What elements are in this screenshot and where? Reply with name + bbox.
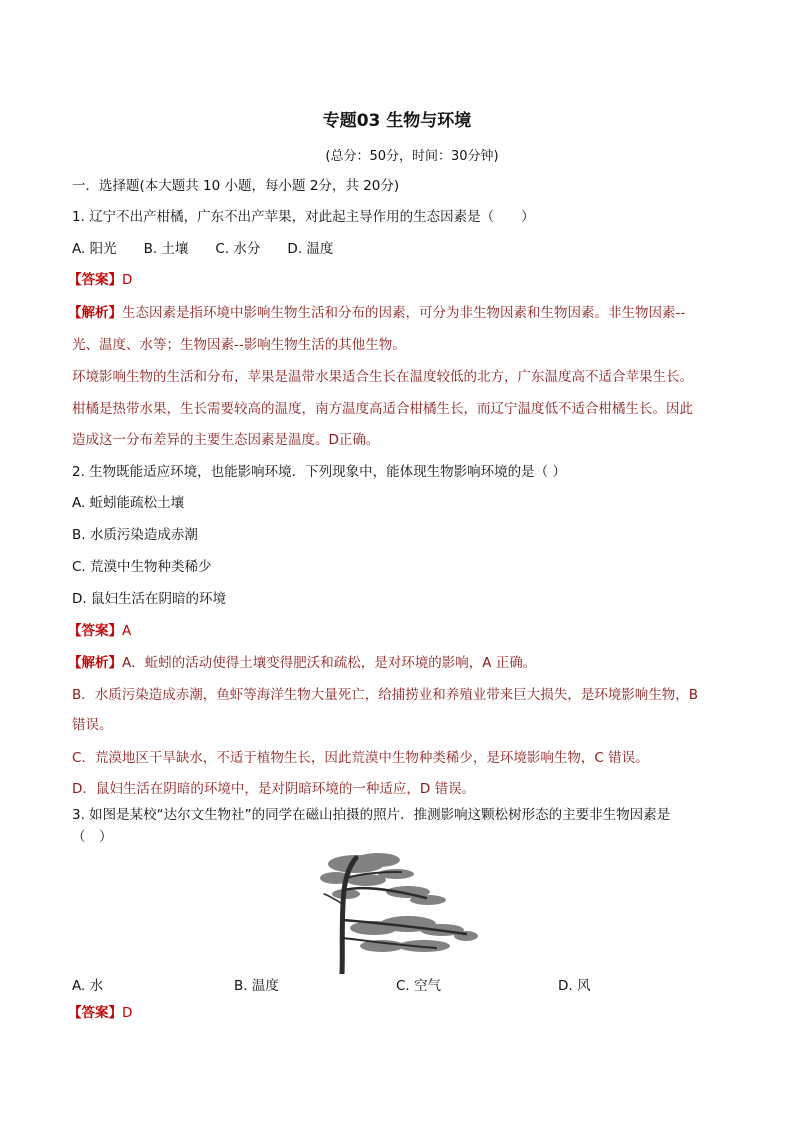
question-1-analysis-line: 【解析】生态因素是指环境中影响生物生活和分布的因素，可分为非生物因素和生物因素。非生物因素-- [68, 305, 686, 321]
question-3-option-d: D. 风 [558, 978, 591, 994]
answer-value: A [122, 623, 132, 639]
question-1-answer [68, 271, 132, 289]
question-3-option-c: C. 空气 [396, 978, 442, 994]
question-2-answer [68, 622, 131, 640]
answer-tag: 【答案】 [68, 623, 122, 639]
analysis-tag: 【解析】 [68, 655, 122, 671]
page-subtitle: (总分：50分，时间：30分钟) [325, 149, 499, 164]
question-2-analysis-line: D．鼠妇生活在阴暗的环境中，是对阴暗环境的一种适应，D 错误。 [72, 781, 476, 797]
question-1-analysis-line: 柑橘是热带水果，生长需要较高的温度，南方温度高适合柑橘生长，而辽宁温度低不适合柑橘生长。因此 [72, 401, 693, 417]
section-heading: 一．选择题(本大题共 10 小题，每小题 2分，共 20分) [72, 178, 400, 194]
question-3-stem: 3. 如图是某校“达尔文生物社”的同学在磁山拍摄的照片．推测影响这颗松树形态的主要非生物因素是 [72, 807, 671, 823]
question-2-option-b: B. 水质污染造成赤潮 [72, 527, 198, 543]
question-3-option-b: B. 温度 [234, 978, 279, 994]
analysis-tag: 【解析】 [68, 305, 122, 321]
answer-tag: 【答案】 [68, 1005, 122, 1021]
question-1-analysis-line: 光、温度、水等；生物因素--影响生物生活的其他生物。 [72, 337, 406, 353]
question-2-analysis-line: B．水质污染造成赤潮，鱼虾等海洋生物大量死亡，给捕捞业和养殖业带来巨大损失，是环境影响生物，B [72, 687, 699, 703]
question-2-option-c: C. 荒漠中生物种类稀少 [72, 559, 212, 575]
question-2-option-d: D. 鼠妇生活在阴暗的环境 [72, 591, 226, 607]
question-1-analysis-line: 环境影响生物的生活和分布，苹果是温带水果适合生长在温度较低的北方，广东温度高不适合苹果生长。 [72, 369, 693, 385]
question-3-option-a: A. 水 [72, 978, 104, 994]
answer-tag: 【答案】 [68, 272, 122, 288]
question-1-options: A. 阳光 B. 土壤 C. 水分 D. 温度 [72, 241, 334, 257]
answer-value: D [122, 272, 133, 288]
question-2-analysis-line: 错误。 [72, 717, 113, 733]
question-3-answer [68, 1004, 132, 1022]
question-2-analysis-line: C．荒漠地区干旱缺水，不适于植物生长，因此荒漠中生物种类稀少，是环境影响生物，C 错误。 [72, 750, 649, 766]
page-title: 专题03 生物与环境 [322, 111, 472, 131]
question-2-option-a: A. 蚯蚓能疏松土壤 [72, 495, 185, 511]
question-1-analysis-line: 造成这一分布差异的主要生态因素是温度。D正确。 [72, 432, 380, 448]
question-1-stem: 1. 辽宁不出产柑橘，广东不出产苹果，对此起主导作用的生态因素是（ ） [72, 209, 535, 225]
question-3-stem-cont: （ ） [72, 829, 113, 845]
question-2-analysis-line: 【解析】A．蚯蚓的活动使得土壤变得肥沃和疏松，是对环境的影响，A 正确。 [68, 655, 537, 671]
question-2-stem: 2. 生物既能适应环境，也能影响环境．下列现象中，能体现生物影响环境的是（ ） [72, 464, 566, 480]
answer-value: D [122, 1005, 133, 1021]
pine-tree-photo [316, 850, 480, 974]
